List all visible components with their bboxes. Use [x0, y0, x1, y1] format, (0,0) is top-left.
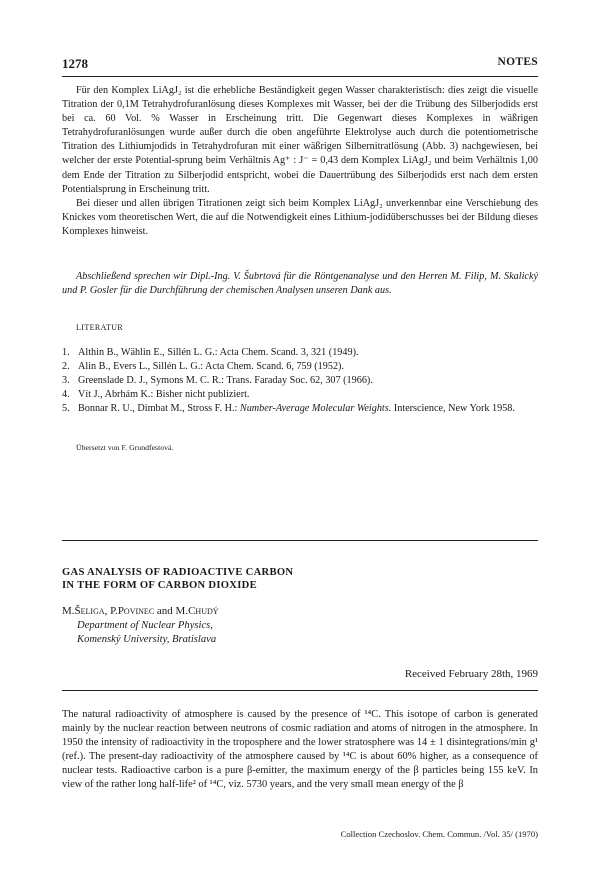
reference-list [62, 346, 532, 416]
reference-item: 5. Bonnar R. U., Dimbat M., Stross F. H.: Number-Average Molecular Weights. Interscience, New York 1958. [62, 403, 515, 415]
author-list: M.Šeliga, P.Povinec and M.Chudý [62, 605, 219, 617]
translator-note: Übersetzt von F. Grundfestová. [76, 443, 174, 452]
reference-item: 1. Althin B., Wählin E., Sillén L. G.: Acta Chem. Scand. 3, 321 (1949). [62, 347, 359, 358]
page-header [62, 56, 538, 74]
author-name: Šeliga [74, 605, 105, 617]
german-paragraph-2: Bei dieser und allen übrigen Titrationen zeigt sich beim Komplex LiAgJ₂ unverkennbar eine Verschiebung des Knickes vom theoretischen Wert, die auf die Notwendigkeit eines Lithium-jodidüberschusses bei der Bildung dieses Komplexes hinweist. [62, 197, 538, 237]
received-date: Received February 28th, 1969 [404, 668, 538, 680]
author-name: Chudý [188, 605, 219, 617]
article-title: GAS ANALYSIS OF RADIOACTIVE CARBON IN THE FORM OF CARBON DIOXIDE [62, 567, 294, 591]
german-text-block [62, 84, 538, 239]
literature-heading: LITERATUR [76, 323, 124, 332]
page-number: 1278 [62, 56, 88, 71]
reference-item: 3. Greenslade D. J., Symons M. C. R.: Trans. Faraday Soc. 62, 307 (1966). [62, 375, 373, 387]
section-name: NOTES [497, 56, 538, 68]
received-rule [62, 690, 538, 691]
affiliation: Department of Nuclear Physics, Komenský University, Bratislava [77, 620, 217, 645]
german-paragraph-1: Für den Komplex LiAgJ₂ ist die erhebliche Beständigkeit gegen Wasser charakteristisch: dies zeigt die visuelle Titration der 0,1M Tetrahydrofuranlösung dieses Komplexes mit Wasser, bei der die Trübung des Silberjodids erst bei ca. 60 Vol. % Wasser in Erscheinung tritt. Die Gegenwart dieses Komplexes in wäßrigen Tetrahydrofuranlösungen wurde außer durch die oben angeführte Elektrolyse auch durch die potentiometrische Titration des Lithiumjodids in Tetrahydrofuran mit einer wäßrigen Silbernitratlösung (Abb. 3) nachgewiesen, bei welcher der erste Potential-sprung beim Verhältnis Ag⁺ : J⁻ = 0,43 dem Komplex LiAgJ₂ und beim Verhältnis 1,00 dem Ende der Titration zu Silberjodid entspricht, wobei die Dauertrübung des Silberjodids erst nach dem ersten Potentialsprung in Erscheinung tritt. [62, 85, 538, 195]
author-name: Povinec [117, 605, 155, 617]
section-divider [62, 540, 538, 541]
acknowledgement: Abschließend sprechen wir Dipl.-Ing. V. Šubrtová für die Röntgenanalyse und den Herren M. Filip, M. Skalický und P. Gosler für die Durchführung der chemischen Analysen unseren Dank aus. [62, 271, 538, 297]
reference-item: 2. Alin B., Evers L., Sillén L. G.: Acta Chem. Scand. 6, 759 (1952). [62, 361, 344, 373]
reference-item: 4. Vít J., Abrhám K.: Bisher nicht publiziert. [62, 389, 250, 401]
article-body: The natural radioactivity of atmosphere is caused by the presence of ¹⁴C. This isotope of carbon is generated mainly by the nuclear reaction between neutrons of cosmic radiation and atoms of nitrogen in the atmosphere. In 1950 the intensity of radioactivity in the troposphere and the lower stratosphere was 14 ± 1 disintegrations/min g¹ (ref.). The present-day radioactivity of the atmosphere caused by ¹⁴C is about 60% higher, as a consequence of nuclear tests. Radioactive carbon is a pure β-emitter, the maximum energy of the β particles being 155 keV. In view of the rather long half-life² of ¹⁴C, viz. 5730 years, and the very small mean energy of the β [62, 709, 538, 791]
footer-citation: Collection Czechoslov. Chem. Commun. /Vol. 35/ (1970) [340, 829, 538, 839]
header-rule [62, 76, 538, 77]
